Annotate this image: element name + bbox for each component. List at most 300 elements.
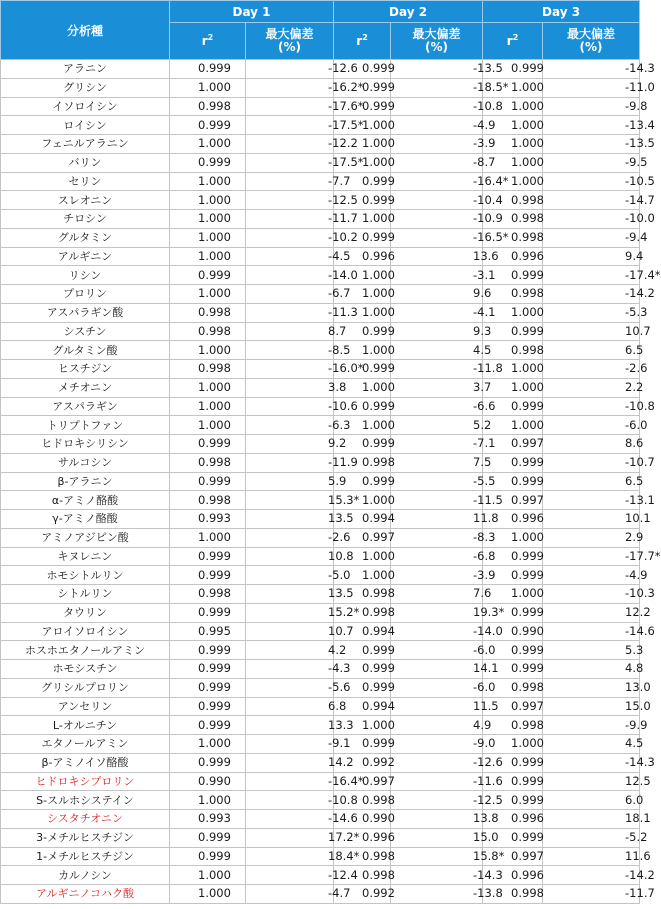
day3-r2: 0.999 [483, 60, 543, 79]
day2-r2: 0.998 [334, 585, 391, 604]
day1-r2: 1.000 [170, 247, 246, 266]
table-row [1, 510, 640, 529]
day3-max-deviation: -13.5 [543, 135, 640, 154]
day2-max-deviation: 7.5 [391, 453, 483, 472]
day1-max-deviation: 3.8 [246, 378, 334, 397]
day1-r2: 0.993 [170, 810, 246, 829]
day1-r2: 1.000 [170, 528, 246, 547]
day1-r2: 0.999 [170, 697, 246, 716]
day1-max-deviation: -16.4* [246, 772, 334, 791]
day1-max-deviation: -17.5* [246, 116, 334, 135]
day3-r2: 0.998 [483, 341, 543, 360]
day2-max-deviation: -8.3 [391, 528, 483, 547]
day3-r2: 1.000 [483, 360, 543, 379]
day3-r2: 0.998 [483, 210, 543, 229]
day3-max-deviation: 6.5 [543, 472, 640, 491]
analyte-name: アスパラギン [1, 397, 170, 416]
day2-max-deviation: -6.8 [391, 547, 483, 566]
analyte-name: α-アミノ酪酸 [1, 491, 170, 510]
day2-r2: 1.000 [334, 303, 391, 322]
day3-max-deviation: -9.5 [543, 153, 640, 172]
day2-max-deviation: -5.5 [391, 472, 483, 491]
day2-r2: 0.999 [334, 397, 391, 416]
day2-max-deviation: -12.6 [391, 753, 483, 772]
day2-r2: 0.996 [334, 828, 391, 847]
day3-r2: 0.999 [483, 641, 543, 660]
day3-max-deviation: -9.4 [543, 228, 640, 247]
analyte-name: プロリン [1, 285, 170, 304]
day2-max-deviation: 19.3* [391, 603, 483, 622]
analyte-name: サルコシン [1, 453, 170, 472]
day1-max-deviation: -16.0* [246, 360, 334, 379]
day1-r2: 0.998 [170, 97, 246, 116]
analyte-name: グルタミン酸 [1, 341, 170, 360]
day2-r2: 0.999 [334, 78, 391, 97]
day2-max-deviation: -7.1 [391, 435, 483, 454]
day1-r2: 0.999 [170, 116, 246, 135]
day3-r2: 0.999 [483, 322, 543, 341]
day1-r2: 1.000 [170, 135, 246, 154]
day1-r2: 0.999 [170, 847, 246, 866]
table-row [1, 828, 640, 847]
day3-r2: 0.999 [483, 397, 543, 416]
day2-max-deviation: -6.0 [391, 641, 483, 660]
analyte-name: アンセリン [1, 697, 170, 716]
day1-r2-header: $r^2$ [170, 23, 246, 60]
day1-max-deviation: -10.2 [246, 228, 334, 247]
day1-r2: 0.999 [170, 472, 246, 491]
analyte-name: タウリン [1, 603, 170, 622]
day2-r2: 0.994 [334, 697, 391, 716]
day1-max-deviation: -5.6 [246, 678, 334, 697]
analyte-name: β-アラニン [1, 472, 170, 491]
day2-r2: 1.000 [334, 378, 391, 397]
day1-r2: 0.998 [170, 322, 246, 341]
day2-r2: 0.998 [334, 847, 391, 866]
day3-max-deviation: -14.6 [543, 622, 640, 641]
day3-max-deviation: -11.0 [543, 78, 640, 97]
table-row [1, 266, 640, 285]
table-row [1, 491, 640, 510]
day1-r2: 0.990 [170, 772, 246, 791]
day1-r2: 0.998 [170, 360, 246, 379]
day3-r2: 0.998 [483, 678, 543, 697]
day3-max-deviation: -9.8 [543, 97, 640, 116]
day2-r2: 1.000 [334, 566, 391, 585]
table-row [1, 341, 640, 360]
day2-max-deviation: -3.9 [391, 566, 483, 585]
analyte-name: ヒドロキシプロリン [1, 772, 170, 791]
day2-r2: 1.000 [334, 416, 391, 435]
day2-max-deviation: -4.9 [391, 116, 483, 135]
day3-max-deviation: 9.4 [543, 247, 640, 266]
day1-r2: 1.000 [170, 378, 246, 397]
day3-max-deviation: -9.9 [543, 716, 640, 735]
day3-max-deviation: -13.1 [543, 491, 640, 510]
analyte-name: アロイソロイシン [1, 622, 170, 641]
day3-max-deviation: 10.7 [543, 322, 640, 341]
day3-r2: 1.000 [483, 116, 543, 135]
analyte-name: スレオニン [1, 191, 170, 210]
day3-r2: 1.000 [483, 528, 543, 547]
table-row [1, 172, 640, 191]
day2-max-deviation: 13.6 [391, 247, 483, 266]
day1-max-deviation: 17.2* [246, 828, 334, 847]
table-row [1, 303, 640, 322]
day1-max-deviation: -12.6 [246, 60, 334, 79]
day1-max-deviation: -11.3 [246, 303, 334, 322]
day1-max-deviation: 13.5 [246, 585, 334, 604]
day2-r2: 0.999 [334, 97, 391, 116]
day1-r2: 0.993 [170, 510, 246, 529]
day2-r2: 1.000 [334, 491, 391, 510]
day2-max-deviation: -11.8 [391, 360, 483, 379]
day2-max-deviation: -3.9 [391, 135, 483, 154]
day2-r2: 1.000 [334, 716, 391, 735]
day2-header: Day 2 [334, 1, 483, 23]
day1-r2: 1.000 [170, 866, 246, 885]
analyte-name: ロイシン [1, 116, 170, 135]
day3-max-deviation: -2.6 [543, 360, 640, 379]
table-row [1, 322, 640, 341]
day3-max-deviation: -17.4* [543, 266, 640, 285]
analyte-name: L-オルニチン [1, 716, 170, 735]
day2-r2: 1.000 [334, 266, 391, 285]
day2-r2: 1.000 [334, 341, 391, 360]
day1-max-deviation: -8.5 [246, 341, 334, 360]
day2-r2: 0.997 [334, 528, 391, 547]
table-row [1, 547, 640, 566]
day3-r2: 0.999 [483, 791, 543, 810]
day2-r2: 1.000 [334, 135, 391, 154]
day1-max-deviation: 8.7 [246, 322, 334, 341]
analyte-name: イソロイシン [1, 97, 170, 116]
table-row [1, 772, 640, 791]
day3-r2: 0.998 [483, 716, 543, 735]
day3-r2-header: $r^2$ [483, 23, 543, 60]
header-row-days [1, 1, 640, 23]
day2-max-deviation: -11.6 [391, 772, 483, 791]
day1-max-deviation: 4.2 [246, 641, 334, 660]
day3-max-deviation: -6.0 [543, 416, 640, 435]
day3-max-deviation: -14.2 [543, 866, 640, 885]
table-row [1, 585, 640, 604]
day2-max-deviation: -16.4* [391, 172, 483, 191]
day3-max-deviation: 11.6 [543, 847, 640, 866]
analyte-name: バリン [1, 153, 170, 172]
day2-r2: 0.998 [334, 866, 391, 885]
analyte-name: シスタチオニン [1, 810, 170, 829]
day3-max-deviation: -14.2 [543, 285, 640, 304]
day1-deviation-header: 最大偏差 (%) [246, 23, 334, 60]
day3-header: Day 3 [483, 1, 640, 23]
table-row [1, 285, 640, 304]
day2-max-deviation: -8.7 [391, 153, 483, 172]
day1-max-deviation: 10.7 [246, 622, 334, 641]
day3-max-deviation: -10.5 [543, 172, 640, 191]
analyte-name: アスパラギン酸 [1, 303, 170, 322]
day2-max-deviation: 3.7 [391, 378, 483, 397]
day1-r2: 0.998 [170, 491, 246, 510]
table-row [1, 716, 640, 735]
day2-r2: 0.998 [334, 453, 391, 472]
table-body [1, 60, 661, 904]
day2-max-deviation: -14.3 [391, 866, 483, 885]
day2-max-deviation: 11.8 [391, 510, 483, 529]
day1-r2: 0.995 [170, 622, 246, 641]
day3-r2: 0.998 [483, 885, 543, 904]
table-row [1, 360, 640, 379]
analyte-name: カルノシン [1, 866, 170, 885]
day1-r2: 1.000 [170, 191, 246, 210]
day1-r2: 1.000 [170, 78, 246, 97]
day3-max-deviation: 8.6 [543, 435, 640, 454]
day3-r2: 0.999 [483, 660, 543, 679]
day1-max-deviation: -6.7 [246, 285, 334, 304]
day1-max-deviation: -10.6 [246, 397, 334, 416]
day2-r2: 1.000 [334, 547, 391, 566]
day1-max-deviation: -17.5* [246, 153, 334, 172]
day1-r2: 1.000 [170, 341, 246, 360]
day3-r2: 0.998 [483, 228, 543, 247]
day1-r2: 1.000 [170, 791, 246, 810]
day1-max-deviation: -10.8 [246, 791, 334, 810]
analyte-name: グリシルプロリン [1, 678, 170, 697]
day1-r2: 0.999 [170, 60, 246, 79]
day2-r2: 0.999 [334, 60, 391, 79]
day3-max-deviation: -10.7 [543, 453, 640, 472]
table-row [1, 791, 640, 810]
day2-max-deviation: -11.5 [391, 491, 483, 510]
table-row [1, 847, 640, 866]
analyte-name: セリン [1, 172, 170, 191]
table-row [1, 210, 640, 229]
day2-max-deviation: -10.8 [391, 97, 483, 116]
day1-r2: 0.999 [170, 641, 246, 660]
day1-r2: 0.999 [170, 266, 246, 285]
day2-max-deviation: -12.5 [391, 791, 483, 810]
day1-max-deviation: 14.2 [246, 753, 334, 772]
day3-r2: 0.999 [483, 772, 543, 791]
day3-max-deviation: 2.2 [543, 378, 640, 397]
day3-deviation-header: 最大偏差 (%) [543, 23, 640, 60]
day3-max-deviation: -10.3 [543, 585, 640, 604]
day2-max-deviation: -3.1 [391, 266, 483, 285]
day3-max-deviation: 12.5 [543, 772, 640, 791]
day3-max-deviation: -14.7 [543, 191, 640, 210]
day1-header: Day 1 [170, 1, 334, 23]
day1-max-deviation: 10.8 [246, 547, 334, 566]
day1-r2: 0.998 [170, 453, 246, 472]
day3-r2: 0.998 [483, 191, 543, 210]
analyte-name: ヒスチジン [1, 360, 170, 379]
day2-r2: 0.999 [334, 228, 391, 247]
day1-max-deviation: 6.8 [246, 697, 334, 716]
table-row [1, 866, 640, 885]
table-row [1, 97, 640, 116]
table-row [1, 603, 640, 622]
day2-r2: 0.992 [334, 885, 391, 904]
day2-max-deviation: -6.6 [391, 397, 483, 416]
day2-max-deviation: 5.2 [391, 416, 483, 435]
day3-max-deviation: 4.8 [543, 660, 640, 679]
day1-r2: 1.000 [170, 735, 246, 754]
day2-r2: 1.000 [334, 153, 391, 172]
analyte-name: シトルリン [1, 585, 170, 604]
table-row [1, 622, 640, 641]
day2-r2: 0.999 [334, 660, 391, 679]
table-row [1, 453, 640, 472]
table-row [1, 135, 640, 154]
analyte-name: メチオニン [1, 378, 170, 397]
day1-r2: 0.999 [170, 753, 246, 772]
day3-r2: 0.999 [483, 828, 543, 847]
day2-max-deviation: 4.5 [391, 341, 483, 360]
day2-r2: 1.000 [334, 116, 391, 135]
analyte-name: エタノールアミン [1, 735, 170, 754]
day3-r2: 0.997 [483, 847, 543, 866]
day3-max-deviation: 2.9 [543, 528, 640, 547]
day1-max-deviation: -12.2 [246, 135, 334, 154]
day3-r2: 0.996 [483, 866, 543, 885]
analyte-name: キヌレニン [1, 547, 170, 566]
analyte-name: 1-メチルヒスチジン [1, 847, 170, 866]
day1-max-deviation: -7.7 [246, 172, 334, 191]
day3-max-deviation: -10.8 [543, 397, 640, 416]
day3-r2: 0.998 [483, 285, 543, 304]
analyte-column-header: 分析種 [1, 1, 170, 60]
table-row [1, 153, 640, 172]
day2-max-deviation: -6.0 [391, 678, 483, 697]
day1-max-deviation: -16.2* [246, 78, 334, 97]
table-row [1, 566, 640, 585]
day2-r2: 0.999 [334, 735, 391, 754]
day3-r2: 0.999 [483, 603, 543, 622]
table-row [1, 735, 640, 754]
day2-r2: 0.999 [334, 360, 391, 379]
day1-max-deviation: -14.6 [246, 810, 334, 829]
day2-max-deviation: 9.6 [391, 285, 483, 304]
day2-r2: 0.999 [334, 191, 391, 210]
analyte-name: グリシン [1, 78, 170, 97]
day3-max-deviation: -4.9 [543, 566, 640, 585]
analyte-name: アルギニン [1, 247, 170, 266]
day2-r2-header: $r^2$ [334, 23, 391, 60]
day2-max-deviation: -18.5* [391, 78, 483, 97]
day1-r2: 0.998 [170, 585, 246, 604]
day3-max-deviation: 12.2 [543, 603, 640, 622]
analyte-name: チロシン [1, 210, 170, 229]
day1-max-deviation: -12.5 [246, 191, 334, 210]
day3-r2: 1.000 [483, 378, 543, 397]
day2-r2: 0.992 [334, 753, 391, 772]
day3-max-deviation: -13.4 [543, 116, 640, 135]
day1-r2: 0.999 [170, 716, 246, 735]
table-row [1, 660, 640, 679]
analyte-name: トリプトファン [1, 416, 170, 435]
day3-r2: 0.997 [483, 697, 543, 716]
analyte-name: アラニン [1, 60, 170, 79]
table-row [1, 885, 640, 904]
day3-r2: 1.000 [483, 135, 543, 154]
day3-r2: 0.999 [483, 453, 543, 472]
day2-max-deviation: 15.8* [391, 847, 483, 866]
day3-r2: 1.000 [483, 585, 543, 604]
day2-max-deviation: -10.9 [391, 210, 483, 229]
table-row [1, 810, 640, 829]
day2-max-deviation: 7.6 [391, 585, 483, 604]
day1-r2: 1.000 [170, 885, 246, 904]
analyte-name: 3-メチルヒスチジン [1, 828, 170, 847]
day3-r2: 0.996 [483, 247, 543, 266]
day2-r2: 0.997 [334, 772, 391, 791]
day1-max-deviation: -4.3 [246, 660, 334, 679]
table-row [1, 191, 640, 210]
day3-r2: 0.999 [483, 547, 543, 566]
day1-r2: 1.000 [170, 228, 246, 247]
day1-max-deviation: 15.2* [246, 603, 334, 622]
table-row [1, 678, 640, 697]
day1-max-deviation: -12.4 [246, 866, 334, 885]
day2-r2: 0.994 [334, 510, 391, 529]
day1-max-deviation: 9.2 [246, 435, 334, 454]
day1-max-deviation: -17.6* [246, 97, 334, 116]
day3-r2: 0.999 [483, 753, 543, 772]
day3-max-deviation: 4.5 [543, 735, 640, 754]
day2-r2: 0.990 [334, 810, 391, 829]
day3-max-deviation: -14.3 [543, 753, 640, 772]
day2-r2: 0.999 [334, 641, 391, 660]
day3-r2: 1.000 [483, 303, 543, 322]
table-row [1, 60, 640, 79]
day1-r2: 1.000 [170, 172, 246, 191]
day3-r2: 1.000 [483, 172, 543, 191]
table-row [1, 228, 640, 247]
day1-max-deviation: -11.7 [246, 210, 334, 229]
table-row [1, 435, 640, 454]
day1-max-deviation: -11.9 [246, 453, 334, 472]
day3-max-deviation: -5.2 [543, 828, 640, 847]
day3-r2: 0.997 [483, 435, 543, 454]
day3-max-deviation: 15.0 [543, 697, 640, 716]
table-row [1, 416, 640, 435]
day3-r2: 1.000 [483, 153, 543, 172]
table-row [1, 641, 640, 660]
day2-r2: 0.999 [334, 472, 391, 491]
day3-r2: 1.000 [483, 416, 543, 435]
table-row [1, 116, 640, 135]
day3-max-deviation: 10.1 [543, 510, 640, 529]
day1-max-deviation: 13.3 [246, 716, 334, 735]
day2-max-deviation: -13.8 [391, 885, 483, 904]
day1-r2: 0.999 [170, 660, 246, 679]
day2-r2: 0.996 [334, 247, 391, 266]
analyte-name: アミノアジピン酸 [1, 528, 170, 547]
day1-r2: 1.000 [170, 416, 246, 435]
analyte-name: ホスホエタノールアミン [1, 641, 170, 660]
day2-r2: 0.999 [334, 172, 391, 191]
day2-r2: 0.999 [334, 678, 391, 697]
day2-r2: 0.998 [334, 603, 391, 622]
table-row [1, 397, 640, 416]
analyte-name: ホモシトルリン [1, 566, 170, 585]
day1-max-deviation: -2.6 [246, 528, 334, 547]
day1-r2: 1.000 [170, 210, 246, 229]
day3-r2: 0.997 [483, 491, 543, 510]
day3-max-deviation: 13.0 [543, 678, 640, 697]
analyte-name: グルタミン [1, 228, 170, 247]
day1-max-deviation: -9.1 [246, 735, 334, 754]
